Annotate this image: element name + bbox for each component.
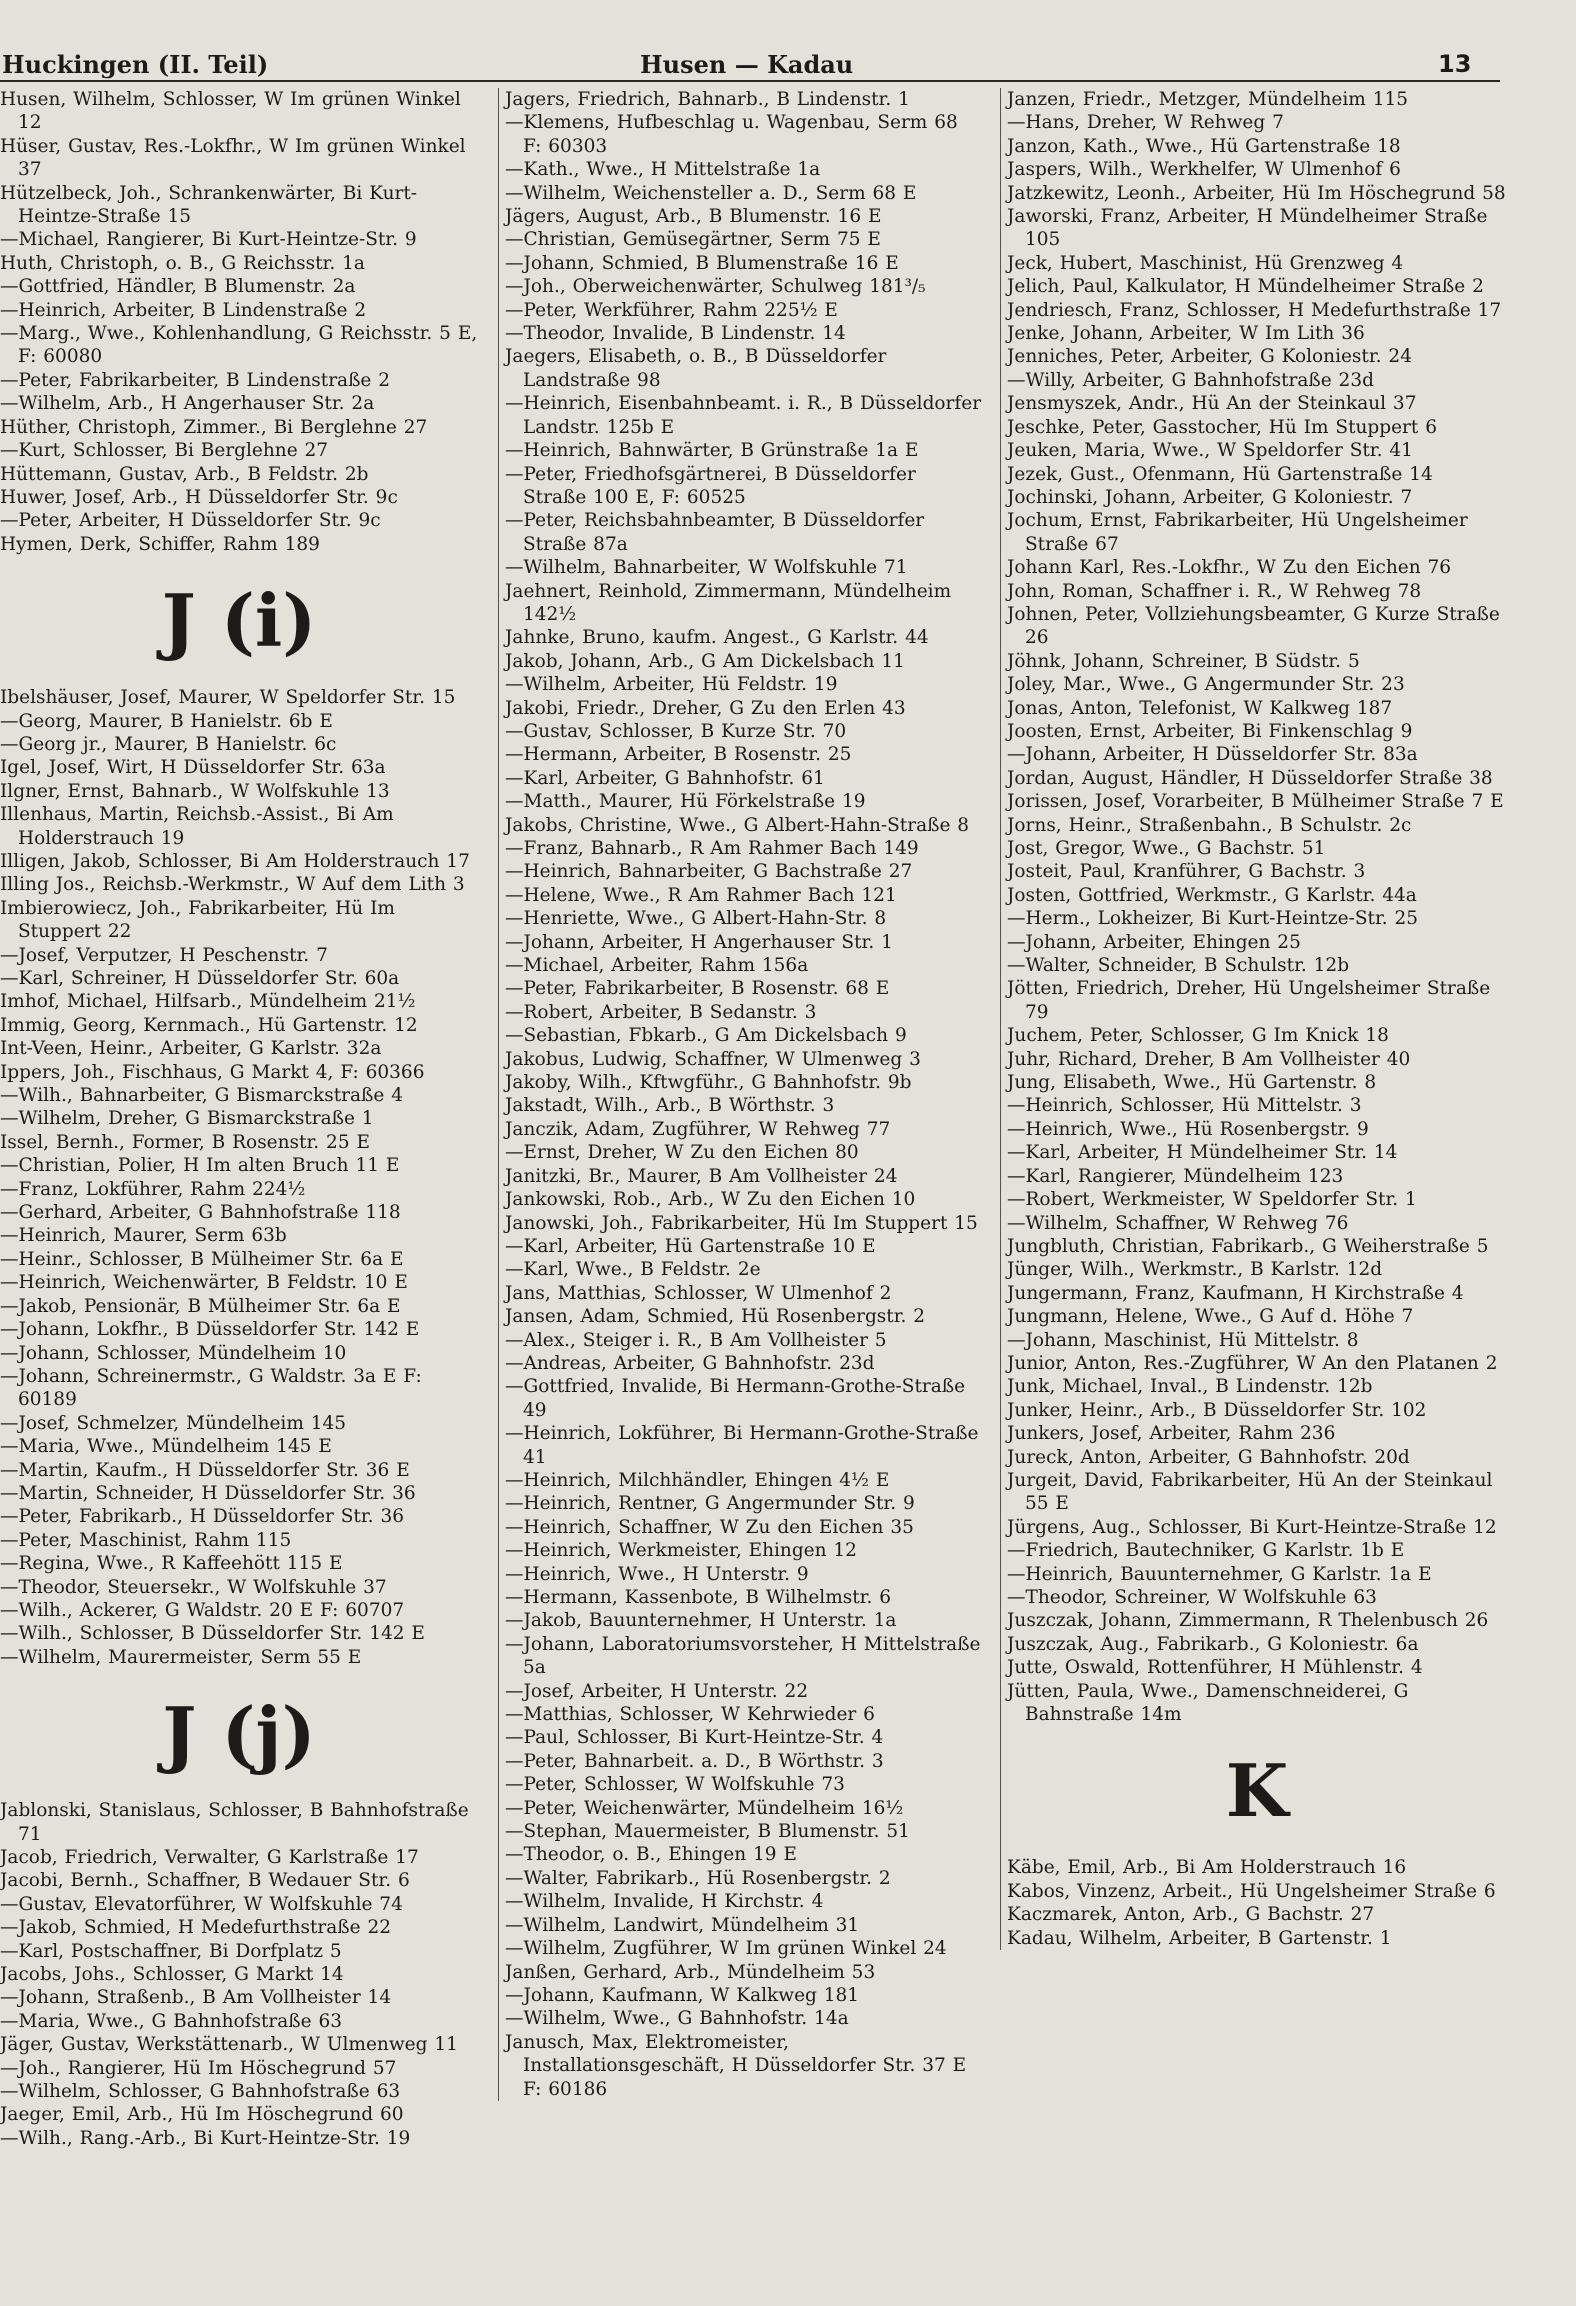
directory-entry: —Johann, Arbeiter, H Düsseldorfer Str. 83a (1007, 744, 1418, 766)
directory-entry: Jatzkewitz, Leonh., Arbeiter, Hü Im Höschegrund 58 (1007, 182, 1506, 204)
directory-entry: —Heinrich, Werkmeister, Ehingen 12 (505, 1540, 857, 1562)
directory-entry: —Johann, Maschinist, Hü Mittelstr. 8 (1007, 1329, 1359, 1351)
directory-entry: —Peter, Schlosser, W Wolfskuhle 73 (505, 1774, 845, 1796)
directory-entry: —Karl, Rangierer, Mündelheim 123 (1007, 1165, 1344, 1187)
directory-entry: Jensmyszek, Andr., Hü An der Steinkaul 37 (1007, 393, 1417, 415)
directory-entry: —Wilhelm, Schlosser, G Bahnhofstraße 63 (0, 2081, 401, 2103)
directory-entry: —Johann, Schmied, B Blumenstraße 16 E (505, 252, 899, 274)
directory-entry: —Robert, Werkmeister, W Speldorfer Str. 1 (1007, 1189, 1417, 1211)
directory-entry: —Gustav, Elevatorführer, W Wolfskuhle 74 (0, 1893, 403, 1915)
directory-entry: —Wilhelm, Schaffner, W Rehweg 76 (1007, 1212, 1349, 1234)
directory-entry: Huth, Christoph, o. B., G Reichsstr. 1a (0, 252, 365, 274)
directory-entry: —Martin, Kaufm., H Düsseldorfer Str. 36 E (0, 1459, 410, 1481)
directory-entry: —Franz, Bahnarb., R Am Rahmer Bach 149 (505, 838, 919, 859)
directory-entry: —Marg., Wwe., Kohlenhandlung, G Reichsstr. 5 E, F: 60080 (0, 323, 478, 368)
directory-entry: Jureck, Anton, Arbeiter, G Bahnhofstr. 20d (1007, 1446, 1410, 1468)
directory-entry: —Johann, Schlosser, Mündelheim 10 (0, 1342, 347, 1364)
directory-entry: Jablonski, Stanislaus, Schlosser, B Bahnhofstraße 71 (0, 1800, 469, 1845)
directory-entry: Husen, Wilhelm, Schlosser, W Im grünen Winkel 12 (0, 89, 461, 134)
column-2-entries (505, 88, 983, 2101)
directory-entry: —Joh., Oberweichenwärter, Schulweg 181³/₅ (505, 276, 926, 298)
directory-entry: —Peter, Fabrikarbeiter, B Lindenstraße 2 (0, 369, 391, 391)
directory-entry: —Wilhelm, Weichensteller a. D., Serm 68 E (505, 182, 917, 204)
directory-entry: Janowski, Joh., Fabrikarbeiter, Hü Im Stuppert 15 (505, 1212, 978, 1234)
directory-entry: —Theodor, o. B., Ehingen 19 E (505, 1844, 797, 1866)
directory-entry: —Maria, Wwe., Mündelheim 145 E (0, 1436, 332, 1458)
directory-entry: —Herm., Lokheizer, Bi Kurt-Heintze-Str. 25 (1007, 908, 1419, 930)
page-header (0, 50, 1500, 80)
directory-entry: —Peter, Reichsbahnbeamter, B Düsseldorfer Straße 87a (505, 510, 925, 555)
directory-entry: Int-Veen, Heinr., Arbeiter, G Karlstr. 32a (0, 1038, 382, 1060)
directory-entry: —Helene, Wwe., R Am Rahmer Bach 121 (505, 884, 897, 906)
directory-entry: Jakob, Johann, Arb., G Am Dickelsbach 11 (505, 650, 905, 672)
directory-entry: —Heinrich, Bahnwärter, B Grünstraße 1a E (505, 440, 919, 462)
directory-entry: Jurgeit, David, Fabrikarbeiter, Hü An der Steinkaul 55 E (1007, 1469, 1493, 1515)
directory-entry: Jorissen, Josef, Vorarbeiter, B Mülheimer Straße 7 E (1007, 791, 1504, 813)
directory-entry: —Heinrich, Wwe., H Unterstr. 9 (505, 1563, 809, 1585)
directory-entry: —Martin, Schneider, H Düsseldorfer Str. 36 (0, 1482, 416, 1504)
directory-entry: —Wilhelm, Dreher, G Bismarckstraße 1 (0, 1108, 374, 1130)
directory-entry: —Theodor, Schreiner, W Wolfskuhle 63 (1007, 1587, 1377, 1608)
directory-entry: —Josef, Verputzer, H Peschenstr. 7 (0, 944, 328, 966)
directory-entry: Juszczak, Johann, Zimmermann, R Thelenbusch 26 (1007, 1610, 1489, 1632)
directory-entry: Käbe, Emil, Arb., Bi Am Holderstrauch 16 (1007, 1857, 1407, 1879)
directory-entry: Kabos, Vinzenz, Arbeit., Hü Ungelsheimer Straße 6 (1007, 1880, 1496, 1902)
directory-entry: —Wilhelm, Bahnarbeiter, W Wolfskuhle 71 (505, 557, 908, 579)
directory-entry: —Robert, Arbeiter, B Sedanstr. 3 (505, 1001, 817, 1023)
directory-entry: —Johann, Arbeiter, Ehingen 25 (1007, 931, 1301, 953)
directory-entry: Janczik, Adam, Zugführer, W Rehweg 77 (505, 1118, 891, 1140)
directory-entry: —Franz, Lokführer, Rahm 224½ (0, 1178, 306, 1200)
directory-entry: Illenhaus, Martin, Reichsb.-Assist., Bi Am Holderstrauch 19 (0, 804, 394, 849)
directory-entry: Jagers, Friedrich, Bahnarb., B Lindenstr. 1 (505, 89, 910, 110)
letter-heading-j: J (j) (162, 1691, 316, 1777)
directory-entry: Jeschke, Peter, Gasstocher, Hü Im Stuppert 6 (1007, 416, 1437, 438)
directory-entry: Hützelbeck, Joh., Schrankenwärter, Bi Kurt-Heintze-Straße 15 (0, 182, 418, 228)
directory-entry: —Karl, Arbeiter, Hü Gartenstraße 10 E (505, 1235, 876, 1257)
directory-entry: —Heinrich, Wwe., Hü Rosenbergstr. 9 (1007, 1118, 1369, 1140)
directory-entry: —Johann, Lokfhr., B Düsseldorfer Str. 142 E (0, 1319, 420, 1341)
directory-entry: —Gerhard, Arbeiter, G Bahnhofstraße 118 (0, 1202, 401, 1224)
directory-entry: —Christian, Polier, H Im alten Bruch 11 E (0, 1155, 400, 1177)
column-1 (0, 88, 478, 2150)
directory-entry: —Michael, Rangierer, Bi Kurt-Heintze-Str. 9 (0, 229, 417, 251)
directory-entry: Hüther, Christoph, Zimmer., Bi Berglehne 27 (0, 416, 428, 438)
directory-entry: Jahnke, Bruno, kaufm. Angest., G Karlstr. 44 (505, 627, 929, 649)
directory-entry: —Georg jr., Maurer, B Hanielstr. 6c (0, 733, 337, 755)
letter-heading-k: K (1225, 1748, 1289, 1834)
directory-entry: —Wilhelm, Arbeiter, Hü Feldstr. 19 (505, 674, 838, 696)
directory-entry: Immig, Georg, Kernmach., Hü Gartenstr. 12 (0, 1014, 418, 1036)
directory-entry: Janßen, Gerhard, Arb., Mündelheim 53 (505, 1961, 876, 1983)
directory-entry: Johnen, Peter, Vollziehungsbeamter, G Kurze Straße 26 (1007, 603, 1500, 649)
column-1-entries-b (0, 686, 478, 1669)
directory-entry: —Regina, Wwe., R Kaffeehött 115 E (0, 1553, 343, 1575)
directory-entry: —Heinrich, Eisenbahnbeamt. i. R., B Düsseldorfer Landstr. 125b E (505, 393, 982, 438)
directory-entry: John, Roman, Schaffner i. R., W Rehweg 78 (1007, 580, 1422, 602)
directory-entry: Hüser, Gustav, Res.-Lokfhr., W Im grünen Winkel 37 (0, 135, 466, 181)
directory-entry: Josten, Gottfried, Werkmstr., G Karlstr. 44a (1007, 884, 1417, 906)
directory-entry: —Willy, Arbeiter, G Bahnhofstraße 23d (1007, 369, 1374, 391)
directory-entry: —Matthias, Schlosser, W Kehrwieder 6 (505, 1704, 875, 1726)
directory-entry: —Heinrich, Weichenwärter, B Feldstr. 10 E (0, 1272, 408, 1294)
directory-entry: Kaczmarek, Anton, Arb., G Bachstr. 27 (1007, 1904, 1375, 1926)
column-3-entries-a (1007, 88, 1507, 1726)
directory-entry: —Andreas, Arbeiter, G Bahnhofstr. 23d (505, 1352, 875, 1374)
directory-entry: —Wilh., Bahnarbeiter, G Bismarckstraße 4 (0, 1085, 403, 1107)
directory-entry: —Michael, Arbeiter, Rahm 156a (505, 955, 809, 977)
directory-entry: —Walter, Schneider, B Schulstr. 12b (1007, 955, 1350, 977)
directory-entry: Jütten, Paula, Wwe., Damenschneiderei, G Bahnstraße 14m (1007, 1680, 1409, 1726)
directory-entry: Jorns, Heinr., Straßenbahn., B Schulstr. 2c (1007, 814, 1412, 836)
directory-entry: —Matth., Maurer, Hü Förkelstraße 19 (505, 791, 866, 813)
directory-entry: Jäger, Gustav, Werkstättenarb., W Ulmenweg 11 (0, 2034, 458, 2056)
directory-entry: —Heinr., Schlosser, B Mülheimer Str. 6a E (0, 1248, 404, 1270)
letter-heading-i: J (i) (161, 578, 317, 664)
directory-entry: —Karl, Wwe., B Feldstr. 2e (505, 1259, 761, 1281)
directory-entry: Jakobs, Christine, Wwe., G Albert-Hahn-Straße 8 (505, 814, 970, 836)
directory-entry: —Wilh., Ackerer, G Waldstr. 20 E F: 60707 (0, 1599, 405, 1621)
directory-entry: —Joh., Rangierer, Hü Im Höschegrund 57 (0, 2057, 397, 2079)
directory-entry: —Wilhelm, Wwe., G Bahnhofstr. 14a (505, 2008, 849, 2030)
directory-entry: —Wilhelm, Landwirt, Mündelheim 31 (505, 1914, 860, 1936)
directory-entry: Junk, Michael, Inval., B Lindenstr. 12b (1007, 1376, 1373, 1398)
directory-entry: —Karl, Arbeiter, G Bahnhofstr. 61 (505, 767, 825, 789)
directory-entry: Jungmann, Helene, Wwe., G Auf d. Höhe 7 (1007, 1306, 1414, 1328)
directory-entry: —Alex., Steiger i. R., B Am Vollheister 5 (505, 1329, 887, 1351)
column-2 (498, 88, 983, 2101)
directory-entry: —Jakob, Pensionär, B Mülheimer Str. 6a E (0, 1295, 401, 1317)
directory-entry: —Peter, Weichenwärter, Mündelheim 16½ (505, 1797, 904, 1819)
directory-entry: Jaehnert, Reinhold, Zimmermann, Mündelheim 142½ (505, 580, 952, 625)
directory-entry: Junker, Heinr., Arb., B Düsseldorfer Str. 102 (1007, 1399, 1427, 1421)
directory-entry: —Wilhelm, Invalide, H Kirchstr. 4 (505, 1891, 824, 1913)
directory-entry: Jutte, Oswald, Rottenführer, H Mühlenstr. 4 (1007, 1657, 1423, 1679)
directory-entry: Jaegers, Elisabeth, o. B., B Düsseldorfer Landstraße 98 (505, 346, 887, 391)
directory-entry: Jans, Matthias, Schlosser, W Ulmenhof 2 (505, 1282, 892, 1304)
directory-entry: —Heinrich, Maurer, Serm 63b (0, 1225, 287, 1247)
header-left: Huckingen (II. Teil) (2, 50, 269, 79)
directory-entry: Junkers, Josef, Arbeiter, Rahm 236 (1007, 1423, 1336, 1445)
directory-entry: Janitzki, Br., Maurer, B Am Vollheister 24 (505, 1165, 898, 1187)
directory-entry: Jakstadt, Wilh., Arb., B Wörthstr. 3 (505, 1095, 835, 1117)
directory-entry: Jürgens, Aug., Schlosser, Bi Kurt-Heintze-Straße 12 (1007, 1516, 1497, 1538)
directory-entry: —Kath., Wwe., H Mittelstraße 1a (505, 159, 821, 181)
directory-entry: —Jakob, Bauunternehmer, H Unterstr. 1a (505, 1610, 897, 1632)
directory-entry: Janzon, Kath., Wwe., Hü Gartenstraße 18 (1007, 135, 1401, 157)
directory-entry: Issel, Bernh., Former, B Rosenstr. 25 E (0, 1131, 370, 1153)
directory-entry: —Theodor, Steuersekr., W Wolfskuhle 37 (0, 1576, 387, 1598)
directory-entry: —Peter, Maschinist, Rahm 115 (0, 1529, 292, 1551)
directory-entry: —Gottfried, Händler, B Blumenstr. 2a (0, 276, 356, 298)
directory-entry: —Ernst, Dreher, W Zu den Eichen 80 (505, 1142, 859, 1164)
directory-entry: Joosten, Ernst, Arbeiter, Bi Finkenschlag 9 (1007, 720, 1413, 742)
directory-entry: Ippers, Joh., Fischhaus, G Markt 4, F: 60366 (0, 1061, 425, 1083)
directory-entry: —Johann, Kaufmann, W Kalkweg 181 (505, 1984, 860, 2006)
directory-entry: Jakobus, Ludwig, Schaffner, W Ulmenweg 3 (505, 1048, 921, 1070)
directory-entry: —Hermann, Kassenbote, B Wilhelmstr. 6 (505, 1587, 892, 1608)
directory-entry: Jungermann, Franz, Kaufmann, H Kirchstraße 4 (1007, 1282, 1464, 1304)
directory-entry: —Johann, Laboratoriumsvorsteher, H Mittelstraße 5a (505, 1633, 981, 1679)
directory-entry: Jost, Gregor, Wwe., G Bachstr. 51 (1007, 838, 1326, 859)
directory-entry: Jakoby, Wilh., Kftwgführ., G Bahnhofstr. 9b (505, 1072, 912, 1094)
directory-entry: —Heinrich, Lokführer, Bi Hermann-Grothe-Straße 41 (505, 1423, 979, 1468)
directory-entry: Jaspers, Wilh., Werkhelfer, W Ulmenhof 6 (1007, 159, 1401, 181)
directory-entry: Kadau, Wilhelm, Arbeiter, B Gartenstr. 1 (1007, 1927, 1392, 1949)
directory-entry: Jöhnk, Johann, Schreiner, B Südstr. 5 (1007, 650, 1360, 672)
directory-entry: —Johann, Schreinermstr., G Waldstr. 3a E F: 60189 (0, 1365, 422, 1411)
directory-entry: Imbierowiecz, Joh., Fabrikarbeiter, Hü Im Stuppert 22 (0, 897, 395, 943)
directory-entry: Juszczak, Aug., Fabrikarb., G Koloniestr. 6a (1007, 1633, 1419, 1655)
column-3 (1000, 88, 1507, 1950)
directory-entry: —Johann, Arbeiter, H Angerhauser Str. 1 (505, 931, 893, 953)
directory-entry: —Friedrich, Bautechniker, G Karlstr. 1b E (1007, 1540, 1405, 1562)
directory-entry: —Gustav, Schlosser, B Kurze Str. 70 (505, 720, 847, 742)
directory-entry: —Hans, Dreher, W Rehweg 7 (1007, 112, 1284, 134)
directory-entry: Hüttemann, Gustav, Arb., B Feldstr. 2b (0, 463, 369, 485)
directory-entry: Igel, Josef, Wirt, H Düsseldorfer Str. 63a (0, 757, 386, 779)
directory-entry: —Wilh., Rang.-Arb., Bi Kurt-Heintze-Str. 19 (0, 2127, 411, 2149)
directory-entry: —Kurt, Schlosser, Bi Berglehne 27 (0, 440, 329, 462)
directory-entry: Jezek, Gust., Ofenmann, Hü Gartenstraße 14 (1007, 463, 1433, 485)
directory-entry: Janzen, Friedr., Metzger, Mündelheim 115 (1007, 89, 1409, 110)
directory-entry: —Heinrich, Bahnarbeiter, G Bachstraße 27 (505, 861, 913, 883)
directory-entry: Johann Karl, Res.-Lokfhr., W Zu den Eichen 76 (1007, 557, 1452, 579)
directory-entry: —Gottfried, Invalide, Bi Hermann-Grothe-Straße 49 (505, 1376, 966, 1421)
directory-entry: —Peter, Fabrikarbeiter, B Rosenstr. 68 E (505, 978, 890, 1000)
directory-entry: Jochum, Ernst, Fabrikarbeiter, Hü Ungelsheimer Straße 67 (1007, 510, 1468, 555)
directory-entry: Jankowski, Rob., Arb., W Zu den Eichen 10 (505, 1189, 916, 1211)
directory-entry: Jansen, Adam, Schmied, Hü Rosenbergstr. 2 (505, 1306, 926, 1328)
directory-entry: —Wilhelm, Arb., H Angerhauser Str. 2a (0, 393, 375, 415)
column-1-entries-a (0, 88, 478, 556)
directory-entry: Jendriesch, Franz, Schlosser, H Medefurthstraße 17 (1007, 299, 1502, 321)
directory-entry: —Josef, Arbeiter, H Unterstr. 22 (505, 1680, 809, 1702)
directory-entry: Jägers, August, Arb., B Blumenstr. 16 E (505, 206, 882, 228)
directory-entry: Ilgner, Ernst, Bahnarb., W Wolfskuhle 13 (0, 780, 390, 802)
directory-entry: Jakobi, Friedr., Dreher, G Zu den Erlen 43 (505, 697, 906, 719)
directory-entry: Jung, Elisabeth, Wwe., Hü Gartenstr. 8 (1007, 1072, 1377, 1094)
directory-entry: —Hermann, Arbeiter, B Rosenstr. 25 (505, 744, 852, 766)
directory-entry: Jochinski, Johann, Arbeiter, G Koloniestr. 7 (1007, 486, 1413, 508)
directory-entry: —Peter, Bahnarbeit. a. D., B Wörthstr. 3 (505, 1750, 884, 1772)
directory-entry: Jordan, August, Händler, H Düsseldorfer Straße 38 (1007, 767, 1493, 789)
directory-entry: —Sebastian, Fbkarb., G Am Dickelsbach 9 (505, 1025, 907, 1047)
directory-entry: Jenniches, Peter, Arbeiter, G Koloniestr. 24 (1007, 346, 1412, 368)
directory-entry: —Heinrich, Schaffner, W Zu den Eichen 35 (505, 1516, 914, 1538)
header-rule (0, 80, 1500, 82)
directory-entry: Ibelshäuser, Josef, Maurer, W Speldorfer Str. 15 (0, 687, 456, 709)
directory-entry: —Paul, Schlosser, Bi Kurt-Heintze-Str. 4 (505, 1727, 884, 1749)
directory-entry: Jacobi, Bernh., Schaffner, B Wedauer Str. 6 (0, 1870, 410, 1892)
directory-entry: —Theodor, Invalide, B Lindenstr. 14 (505, 323, 846, 345)
directory-entry: —Walter, Fabrikarb., Hü Rosenbergstr. 2 (505, 1867, 891, 1889)
directory-entry: —Peter, Arbeiter, H Düsseldorfer Str. 9c (0, 510, 381, 532)
directory-entry: Jonas, Anton, Telefonist, W Kalkweg 187 (1007, 697, 1393, 719)
directory-entry: —Peter, Friedhofsgärtnerei, B Düsseldorfer Straße 100 E, F: 60525 (505, 463, 916, 508)
directory-entry: —Karl, Postschaffner, Bi Dorfplatz 5 (0, 1940, 342, 1962)
directory-entry: —Stephan, Mauermeister, B Blumenstr. 51 (505, 1821, 910, 1843)
directory-entry: —Jakob, Schmied, H Medefurthstraße 22 (0, 1917, 392, 1939)
directory-entry: Huwer, Josef, Arb., H Düsseldorfer Str. 9c (0, 486, 398, 508)
directory-entry: Jacob, Friedrich, Verwalter, G Karlstraße 17 (0, 1847, 419, 1868)
directory-entry: Jaeger, Emil, Arb., Hü Im Höschegrund 60 (0, 2104, 404, 2126)
directory-entry: Jeck, Hubert, Maschinist, Hü Grenzweg 4 (1007, 252, 1404, 274)
directory-entry: Jaworski, Franz, Arbeiter, H Mündelheimer Straße 105 (1007, 206, 1488, 251)
header-center: Husen — Kadau (640, 50, 854, 79)
directory-entry: —Johann, Straßenb., B Am Vollheister 14 (0, 1987, 392, 2009)
directory-entry: Jungbluth, Christian, Fabrikarb., G Weiherstraße 5 (1007, 1235, 1489, 1257)
directory-entry: Jelich, Paul, Kalkulator, H Mündelheimer Straße 2 (1007, 276, 1484, 298)
directory-entry: —Peter, Fabrikarb., H Düsseldorfer Str. 36 (0, 1506, 404, 1528)
directory-entry: —Heinrich, Schlosser, Hü Mittelstr. 3 (1007, 1095, 1362, 1117)
directory-entry: Jünger, Wilh., Werkmstr., B Karlstr. 12d (1007, 1259, 1383, 1281)
directory-entry: Illing Jos., Reichsb.-Werkmstr., W Auf dem Lith 3 (0, 874, 465, 896)
directory-entry: —Wilh., Schlosser, B Düsseldorfer Str. 142 E (0, 1623, 425, 1645)
directory-entry: Jötten, Friedrich, Dreher, Hü Ungelsheimer Straße 79 (1007, 978, 1491, 1023)
directory-entry: —Karl, Arbeiter, H Mündelheimer Str. 14 (1007, 1142, 1398, 1164)
directory-entry: Jacobs, Johs., Schlosser, G Markt 14 (0, 1964, 344, 1986)
directory-entry: Josteit, Paul, Kranführer, G Bachstr. 3 (1007, 861, 1366, 883)
directory-entry: Joley, Mar., Wwe., G Angermunder Str. 23 (1007, 674, 1405, 696)
directory-entry: Junior, Anton, Res.-Zugführer, W An den Platanen 2 (1007, 1352, 1498, 1374)
column-1-entries-c (0, 1799, 478, 2150)
directory-entry: —Heinrich, Bauunternehmer, G Karlstr. 1a E (1007, 1563, 1432, 1585)
directory-entry: —Heinrich, Milchhändler, Ehingen 4½ E (505, 1469, 890, 1491)
page-number: 13 (1438, 50, 1472, 78)
directory-entry: Juchem, Peter, Schlosser, G Im Knick 18 (1007, 1025, 1389, 1047)
directory-entry: —Peter, Werkführer, Rahm 225½ E (505, 299, 838, 321)
directory-entry: —Maria, Wwe., G Bahnhofstraße 63 (0, 2010, 343, 2032)
directory-entry: —Klemens, Hufbeschlag u. Wagenbau, Serm 68 F: 60303 (505, 112, 958, 157)
directory-entry: —Georg, Maurer, B Hanielstr. 6b E (0, 710, 333, 732)
directory-entry: Jeuken, Maria, Wwe., W Speldorfer Str. 41 (1007, 440, 1413, 462)
directory-entry: Janusch, Max, Elektromeister, Installationsgeschäft, H Düsseldorfer Str. 37 E F: 60186 (505, 2031, 967, 2100)
directory-entry: —Heinrich, Arbeiter, B Lindenstraße 2 (0, 299, 367, 321)
directory-entry: —Josef, Schmelzer, Mündelheim 145 (0, 1412, 347, 1434)
directory-entry: —Karl, Schreiner, H Düsseldorfer Str. 60a (0, 968, 400, 989)
directory-entry: —Heinrich, Rentner, G Angermunder Str. 9 (505, 1493, 915, 1515)
directory-entry: Jenke, Johann, Arbeiter, W Im Lith 36 (1007, 323, 1365, 345)
directory-entry: Illigen, Jakob, Schlosser, Bi Am Holderstrauch 17 (0, 850, 470, 872)
directory-entry: Juhr, Richard, Dreher, B Am Vollheister 40 (1007, 1048, 1411, 1070)
directory-entry: —Wilhelm, Maurermeister, Serm 55 E (0, 1646, 362, 1668)
directory-entry: Imhof, Michael, Hilfsarb., Mündelheim 21½ (0, 991, 416, 1013)
directory-entry: —Christian, Gemüsegärtner, Serm 75 E (505, 229, 881, 251)
directory-entry: —Wilhelm, Zugführer, W Im grünen Winkel 24 (505, 1938, 947, 1960)
directory-entry: —Henriette, Wwe., G Albert-Hahn-Str. 8 (505, 908, 887, 930)
column-3-entries-b (1007, 1856, 1507, 1950)
directory-entry: Hymen, Derk, Schiffer, Rahm 189 (0, 533, 320, 555)
